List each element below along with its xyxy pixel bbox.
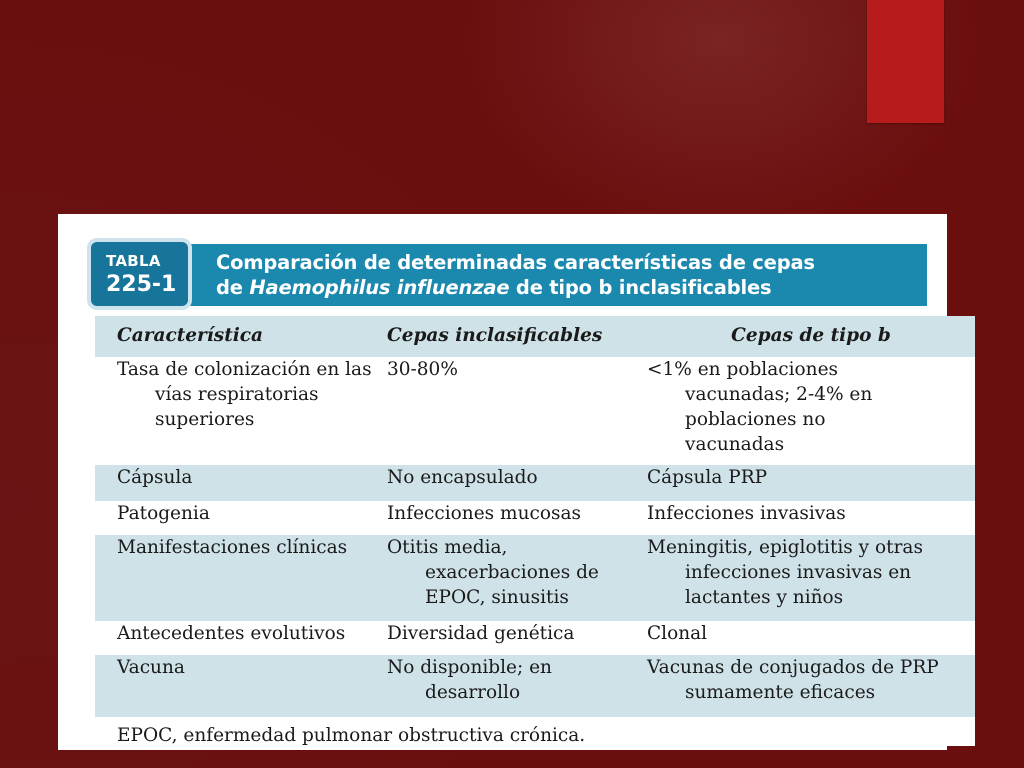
row-type-b: Cápsula PRP (647, 467, 768, 488)
table-title (216, 250, 916, 300)
table-title-line1: Comparación de determinadas características de cepas (216, 251, 815, 274)
row-feature: Cápsula (117, 467, 193, 488)
table-footnote: EPOC, enfermedad pulmonar obstructiva crónica. (117, 725, 586, 746)
column-header-type-b: Cepas de tipo b (731, 325, 891, 346)
column-header-feature: Característica (117, 325, 264, 346)
table-title-line2: de Haemophilus influenzae de tipo b inclasificables (216, 276, 772, 299)
row-nontypeable: Otitis media, exacerbaciones de EPOC, sinusitis (387, 537, 599, 608)
table-header-row (95, 316, 975, 357)
row-feature: Vacuna (117, 657, 185, 678)
table-row (95, 655, 975, 717)
row-type-b: Meningitis, epiglotitis y otras infecciones invasivas en lactantes y niños (647, 537, 923, 608)
table-row (95, 621, 975, 655)
badge-word: TABLA (106, 252, 161, 270)
species-name: Haemophilus influenzae (249, 276, 510, 299)
table-image (58, 214, 947, 750)
row-feature: Tasa de colonización en las vías respiratorias superiores (117, 359, 372, 430)
table-footnote-row (95, 717, 975, 746)
table-row (95, 535, 975, 621)
badge-number: 225-1 (106, 272, 177, 297)
decorative-accent-block (867, 0, 944, 123)
row-type-b: Vacunas de conjugados de PRP sumamente eficaces (647, 657, 939, 703)
row-nontypeable: 30-80% (387, 359, 458, 380)
comparison-table (95, 316, 975, 746)
row-nontypeable: Infecciones mucosas (387, 503, 582, 524)
table-row (95, 465, 975, 501)
table-row (95, 357, 975, 465)
row-type-b: <1% en poblaciones vacunadas; 2-4% en poblaciones no vacunadas (647, 359, 873, 455)
column-header-nontypeable: Cepas inclasificables (387, 325, 603, 346)
row-nontypeable: No disponible; en desarrollo (387, 657, 552, 703)
row-feature: Patogenia (117, 503, 210, 524)
table-row (95, 501, 975, 535)
row-nontypeable: No encapsulado (387, 467, 538, 488)
row-feature: Manifestaciones clínicas (117, 537, 348, 558)
table-badge (87, 238, 192, 310)
row-feature: Antecedentes evolutivos (117, 623, 346, 644)
row-nontypeable: Diversidad genética (387, 623, 575, 644)
row-type-b: Infecciones invasivas (647, 503, 846, 524)
row-type-b: Clonal (647, 623, 708, 644)
